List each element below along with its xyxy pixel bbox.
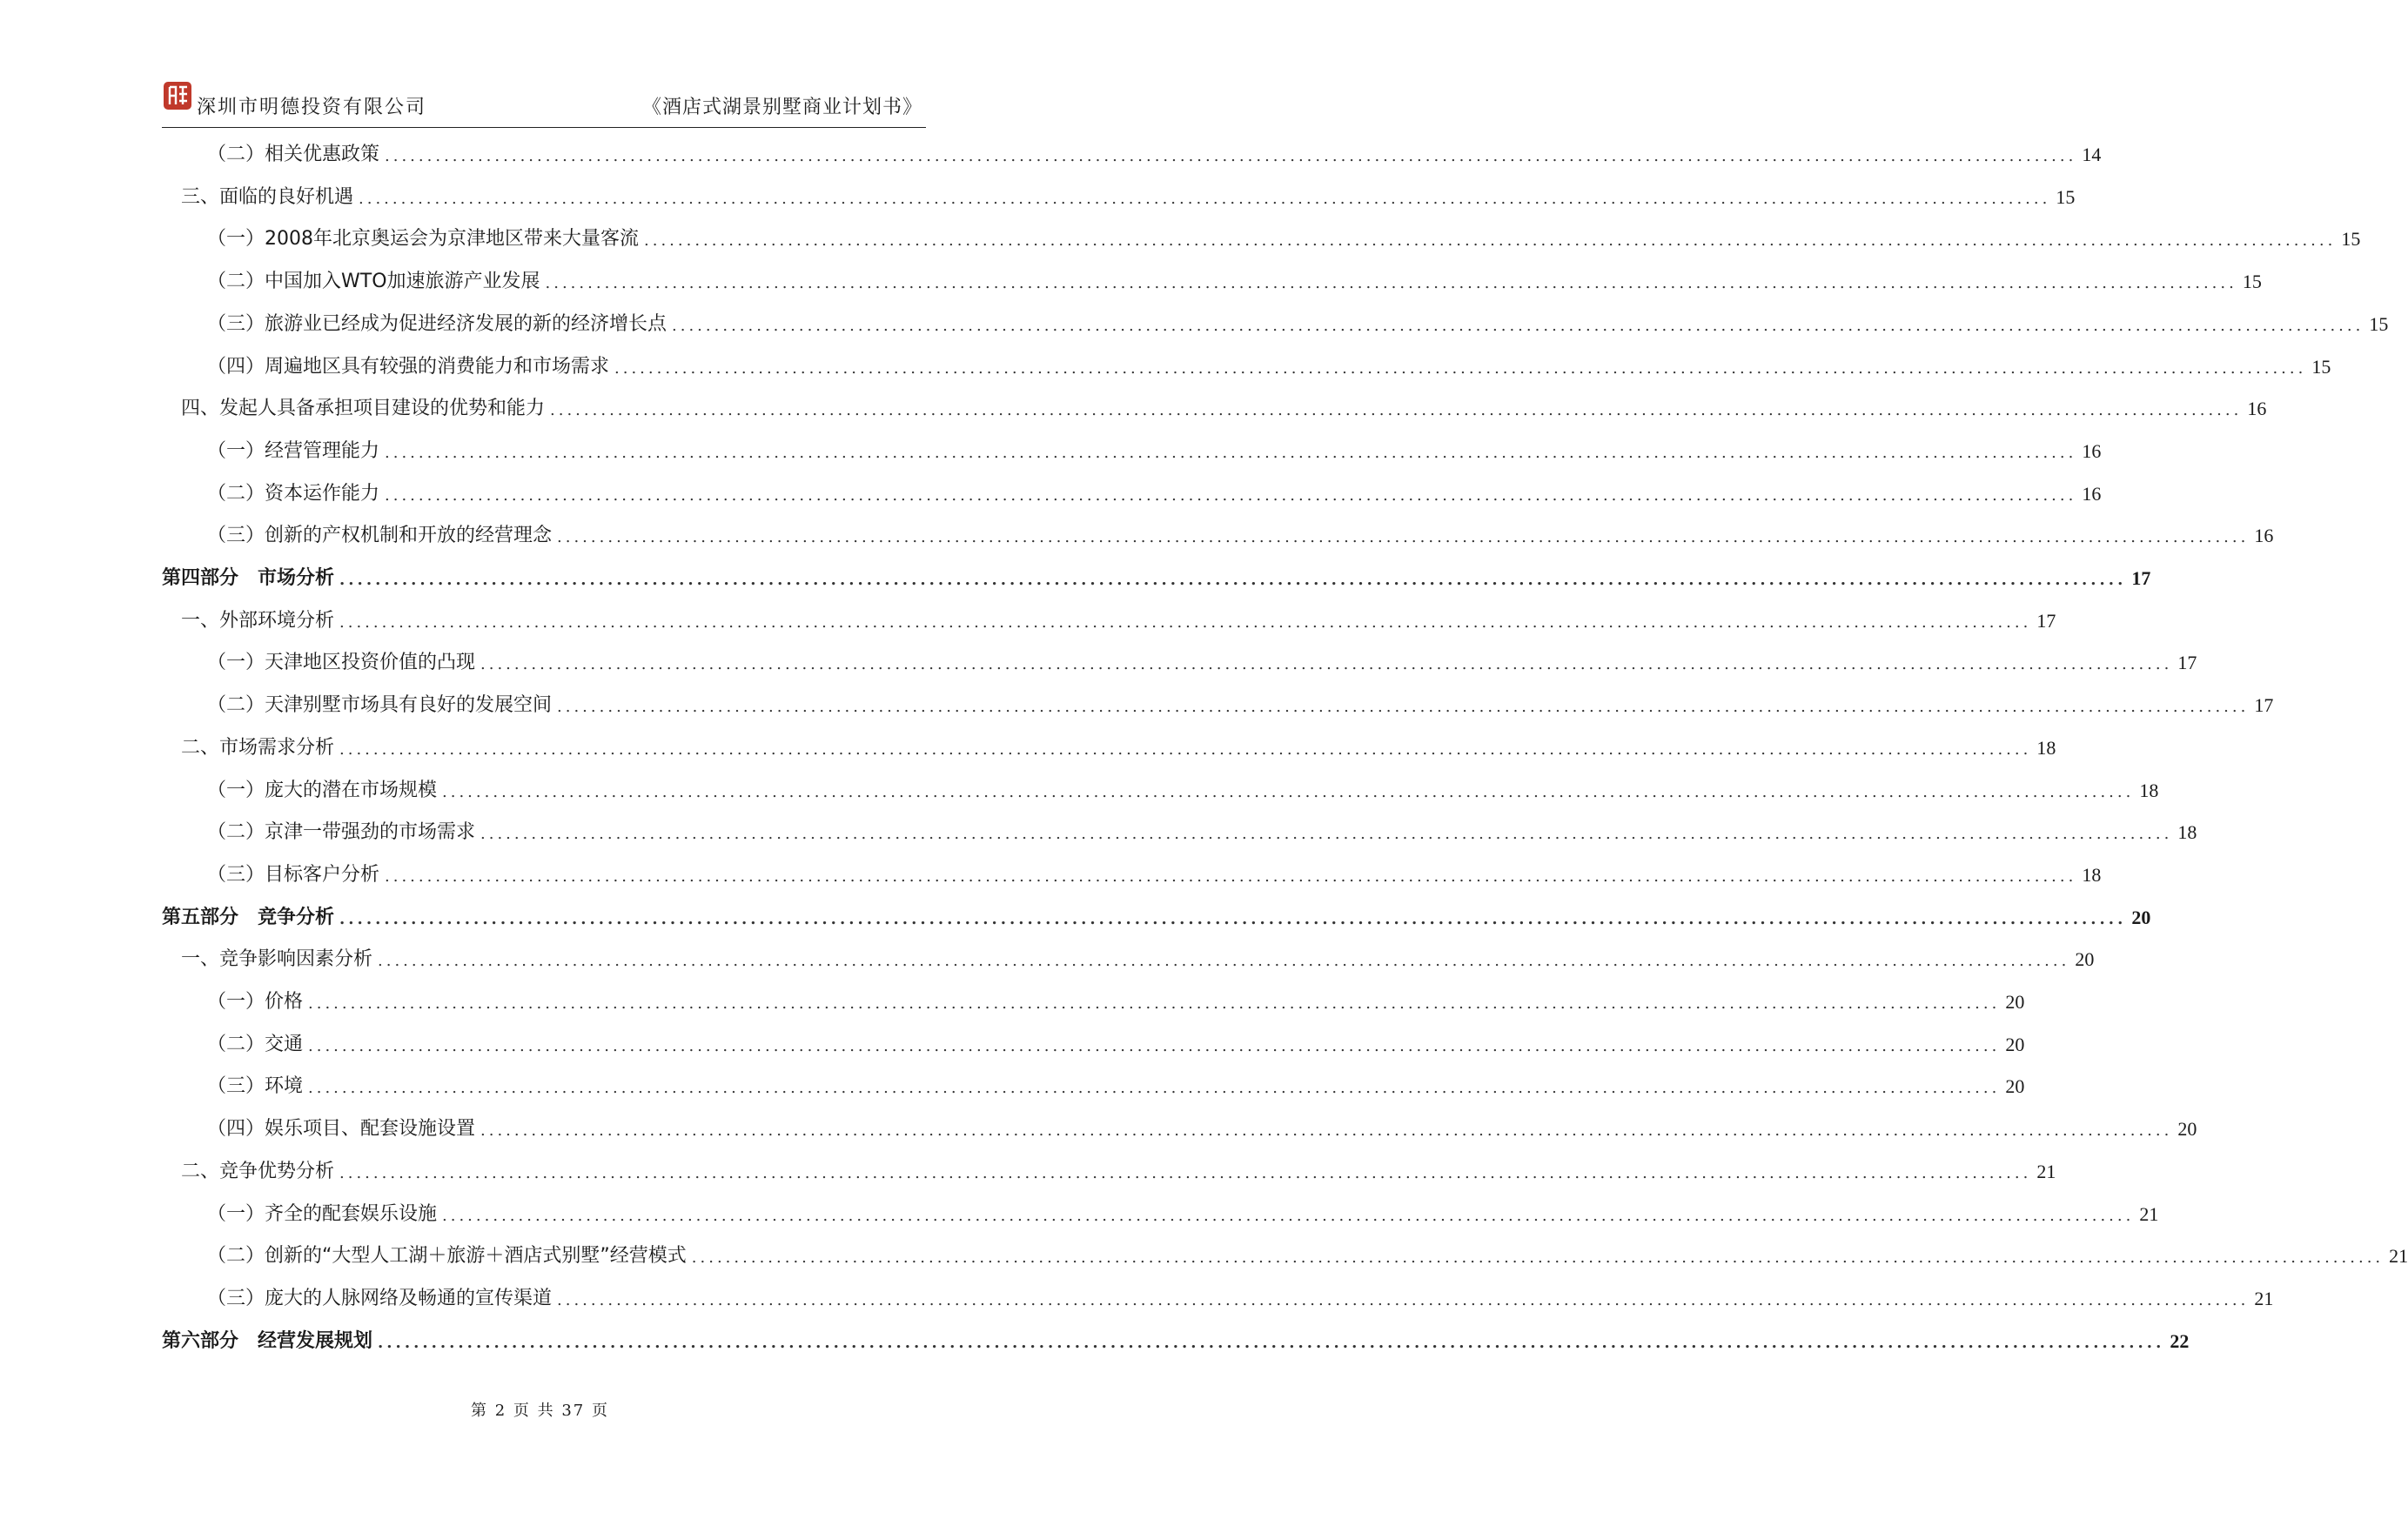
toc-entry-page: 16: [2082, 439, 2102, 462]
toc-entry-label: 第五部分 竞争分析: [162, 906, 335, 928]
toc-entry-page: 18: [2082, 863, 2102, 886]
toc-leader-dots: ........................................................................................................................................................................................................: [672, 316, 2364, 335]
toc-leader-dots: ........................................................................................................................................................................................................: [385, 485, 2077, 505]
toc-entry-page: 21: [2036, 1160, 2056, 1182]
toc-subsection-entry[interactable]: [207, 1071, 2025, 1099]
toc-entry-label: （一）齐全的配套娱乐设施: [207, 1202, 438, 1225]
toc-leader-dots: ........................................................................................................................................................................................................: [378, 1333, 2165, 1352]
toc-entry-page: 15: [2311, 355, 2331, 378]
toc-leader-dots: ........................................................................................................................................................................................................: [339, 909, 2127, 928]
toc-entry-page: 15: [2056, 185, 2076, 208]
toc-entry-label: （二）天津别墅市场具有良好的发展空间: [207, 694, 553, 717]
toc-entry-page: 17: [2131, 567, 2151, 589]
toc-leader-dots: ........................................................................................................................................................................................................: [442, 782, 2135, 801]
toc-leader-dots: ........................................................................................................................................................................................................: [557, 528, 2250, 547]
toc-entry-page: 18: [2139, 779, 2159, 801]
toc-entry-label: （一）庞大的潜在市场规模: [207, 779, 438, 801]
toc-entry-label: （三）旅游业已经成为促进经济发展的新的经济增长点: [207, 312, 667, 335]
toc-entry-label: 三、面临的良好机遇: [181, 185, 354, 208]
toc-subsection-entry[interactable]: [207, 1241, 2408, 1268]
toc-entry-page: 14: [2082, 144, 2102, 165]
toc-section-entry[interactable]: [181, 606, 2056, 633]
toc-part-entry[interactable]: [162, 563, 2151, 591]
company-name: 深圳市明德投资有限公司: [197, 97, 427, 118]
toc-entry-label: （四）娱乐项目、配套设施设置: [207, 1118, 476, 1141]
toc-leader-dots: ........................................................................................................................................................................................................: [308, 1036, 2001, 1055]
toc-subsection-entry[interactable]: [207, 1199, 2159, 1227]
toc-entry-label: 二、竞争优势分析: [181, 1160, 335, 1182]
toc-part-entry[interactable]: [162, 902, 2151, 930]
toc-entry-page: 21: [2254, 1287, 2274, 1309]
toc-entry-page: 16: [2247, 398, 2267, 420]
toc-leader-dots: ........................................................................................................................................................................................................: [385, 443, 2077, 462]
toc-entry-page: 18: [2177, 821, 2197, 844]
toc-leader-dots: ........................................................................................................................................................................................................: [614, 358, 2307, 378]
toc-leader-dots: ........................................................................................................................................................................................................: [385, 867, 2077, 886]
toc-entry-label: （一）2008年北京奥运会为京津地区带来大量客流: [207, 228, 639, 251]
toc-entry-label: （一）价格: [207, 991, 304, 1013]
toc-entry-label: （一）经营管理能力: [207, 439, 380, 462]
toc-entry-page: 15: [2369, 312, 2389, 335]
toc-entry-page: 22: [2170, 1329, 2190, 1352]
toc-subsection-entry[interactable]: [207, 309, 2389, 337]
toc-leader-dots: ........................................................................................................................................................................................................: [359, 189, 2051, 208]
toc-entry-page: 20: [2005, 991, 2025, 1013]
toc-leader-dots: ........................................................................................................................................................................................................: [378, 952, 2070, 971]
toc-entry-label: （三）创新的产权机制和开放的经营理念: [207, 525, 553, 547]
toc-entry-label: （二）资本运作能力: [207, 482, 380, 505]
toc-entry-page: 17: [2254, 694, 2274, 717]
toc-entry-page: 21: [2389, 1245, 2408, 1268]
toc-subsection-entry[interactable]: [207, 436, 2102, 464]
toc-subsection-entry[interactable]: [207, 266, 2262, 294]
toc-leader-dots: ........................................................................................................................................................................................................: [557, 1290, 2250, 1309]
toc-subsection-entry[interactable]: [207, 987, 2025, 1014]
toc-entry-label: 第六部分 经营发展规划: [162, 1329, 373, 1352]
toc-entry-label: （三）目标客户分析: [207, 863, 380, 886]
toc-leader-dots: ........................................................................................................................................................................................................: [385, 147, 2077, 165]
toc-subsection-entry[interactable]: [207, 479, 2102, 506]
toc-leader-dots: ........................................................................................................................................................................................................: [339, 612, 2032, 632]
toc-leader-dots: ........................................................................................................................................................................................................: [550, 401, 2243, 420]
toc-section-entry[interactable]: [181, 944, 2095, 972]
toc-subsection-entry[interactable]: [207, 351, 2331, 379]
toc-entry-page: 21: [2139, 1202, 2159, 1225]
toc-section-entry[interactable]: [181, 182, 2076, 210]
toc-subsection-entry[interactable]: [207, 647, 2197, 675]
toc-entry-page: 15: [2242, 271, 2262, 293]
toc-entry-page: 16: [2082, 482, 2102, 505]
toc-section-entry[interactable]: [181, 1156, 2056, 1184]
toc-subsection-entry[interactable]: [207, 1029, 2025, 1057]
toc-subsection-entry[interactable]: [207, 775, 2159, 803]
toc-entry-page: 16: [2254, 525, 2274, 547]
toc-entry-label: 一、竞争影响因素分析: [181, 948, 373, 971]
toc-leader-dots: ........................................................................................................................................................................................................: [691, 1248, 2385, 1268]
document-title: 《酒店式湖景别墅商业计划书》: [641, 97, 922, 118]
toc-subsection-entry[interactable]: [207, 860, 2102, 887]
toc-subsection-entry[interactable]: [207, 1283, 2274, 1311]
toc-subsection-entry[interactable]: [207, 690, 2274, 718]
toc-entry-label: （二）京津一带强劲的市场需求: [207, 821, 476, 844]
toc-leader-dots: ........................................................................................................................................................................................................: [545, 274, 2237, 293]
toc-leader-dots: ........................................................................................................................................................................................................: [480, 655, 2173, 674]
toc-leader-dots: ........................................................................................................................................................................................................: [339, 1163, 2032, 1182]
toc-entry-page: 20: [2005, 1075, 2025, 1098]
toc-leader-dots: ........................................................................................................................................................................................................: [308, 994, 2001, 1013]
toc-section-entry[interactable]: [181, 733, 2056, 760]
toc-entry-label: （二）中国加入WTO加速旅游产业发展: [207, 271, 540, 293]
toc-entry-label: （二）相关优惠政策: [207, 144, 380, 165]
toc-entry-label: （二）交通: [207, 1033, 304, 1055]
toc-leader-dots: ........................................................................................................................................................................................................: [557, 698, 2250, 717]
toc-entry-page: 15: [2341, 228, 2361, 251]
toc-entry-label: （一）天津地区投资价值的凸现: [207, 652, 476, 674]
toc-entry-label: （三）环境: [207, 1075, 304, 1098]
toc-leader-dots: ........................................................................................................................................................................................................: [339, 740, 2032, 759]
toc-entry-label: 一、外部环境分析: [181, 609, 335, 632]
toc-leader-dots: ........................................................................................................................................................................................................: [644, 231, 2337, 251]
toc-leader-dots: ........................................................................................................................................................................................................: [308, 1079, 2001, 1098]
toc-subsection-entry[interactable]: [207, 139, 2102, 167]
toc-leader-dots: ........................................................................................................................................................................................................: [442, 1206, 2135, 1225]
toc-leader-dots: ........................................................................................................................................................................................................: [480, 825, 2173, 844]
toc-subsection-entry[interactable]: [207, 224, 2361, 251]
toc-leader-dots: ........................................................................................................................................................................................................: [339, 571, 2127, 589]
toc-entry-label: 第四部分 市场分析: [162, 567, 335, 589]
toc-entry-page: 17: [2177, 652, 2197, 674]
toc-leader-dots: ........................................................................................................................................................................................................: [480, 1121, 2173, 1141]
toc-subsection-entry[interactable]: [207, 817, 2197, 845]
toc-entry-page: 20: [2075, 948, 2095, 971]
toc-section-entry[interactable]: [181, 393, 2267, 421]
toc-subsection-entry[interactable]: [207, 520, 2274, 548]
toc-entry-page: 18: [2036, 736, 2056, 759]
toc-subsection-entry[interactable]: [207, 1114, 2197, 1141]
toc-entry-page: 17: [2036, 609, 2056, 632]
toc-entry-label: 四、发起人具备承担项目建设的优势和能力: [181, 398, 546, 420]
toc-part-entry[interactable]: [162, 1326, 2190, 1354]
toc-entry-label: （四）周遍地区具有较强的消费能力和市场需求: [207, 355, 610, 378]
toc-entry-page: 20: [2177, 1118, 2197, 1141]
toc-entry-page: 20: [2131, 906, 2151, 928]
page-number-footer: 第 2 页 共 37 页: [471, 1402, 609, 1420]
toc-entry-label: （二）创新的“大型人工湖＋旅游＋酒店式别墅”经营模式: [207, 1245, 687, 1268]
toc-entry-label: （三）庞大的人脉网络及畅通的宣传渠道: [207, 1287, 553, 1309]
toc-entry-page: 20: [2005, 1033, 2025, 1055]
toc-entry-label: 二、市场需求分析: [181, 736, 335, 759]
